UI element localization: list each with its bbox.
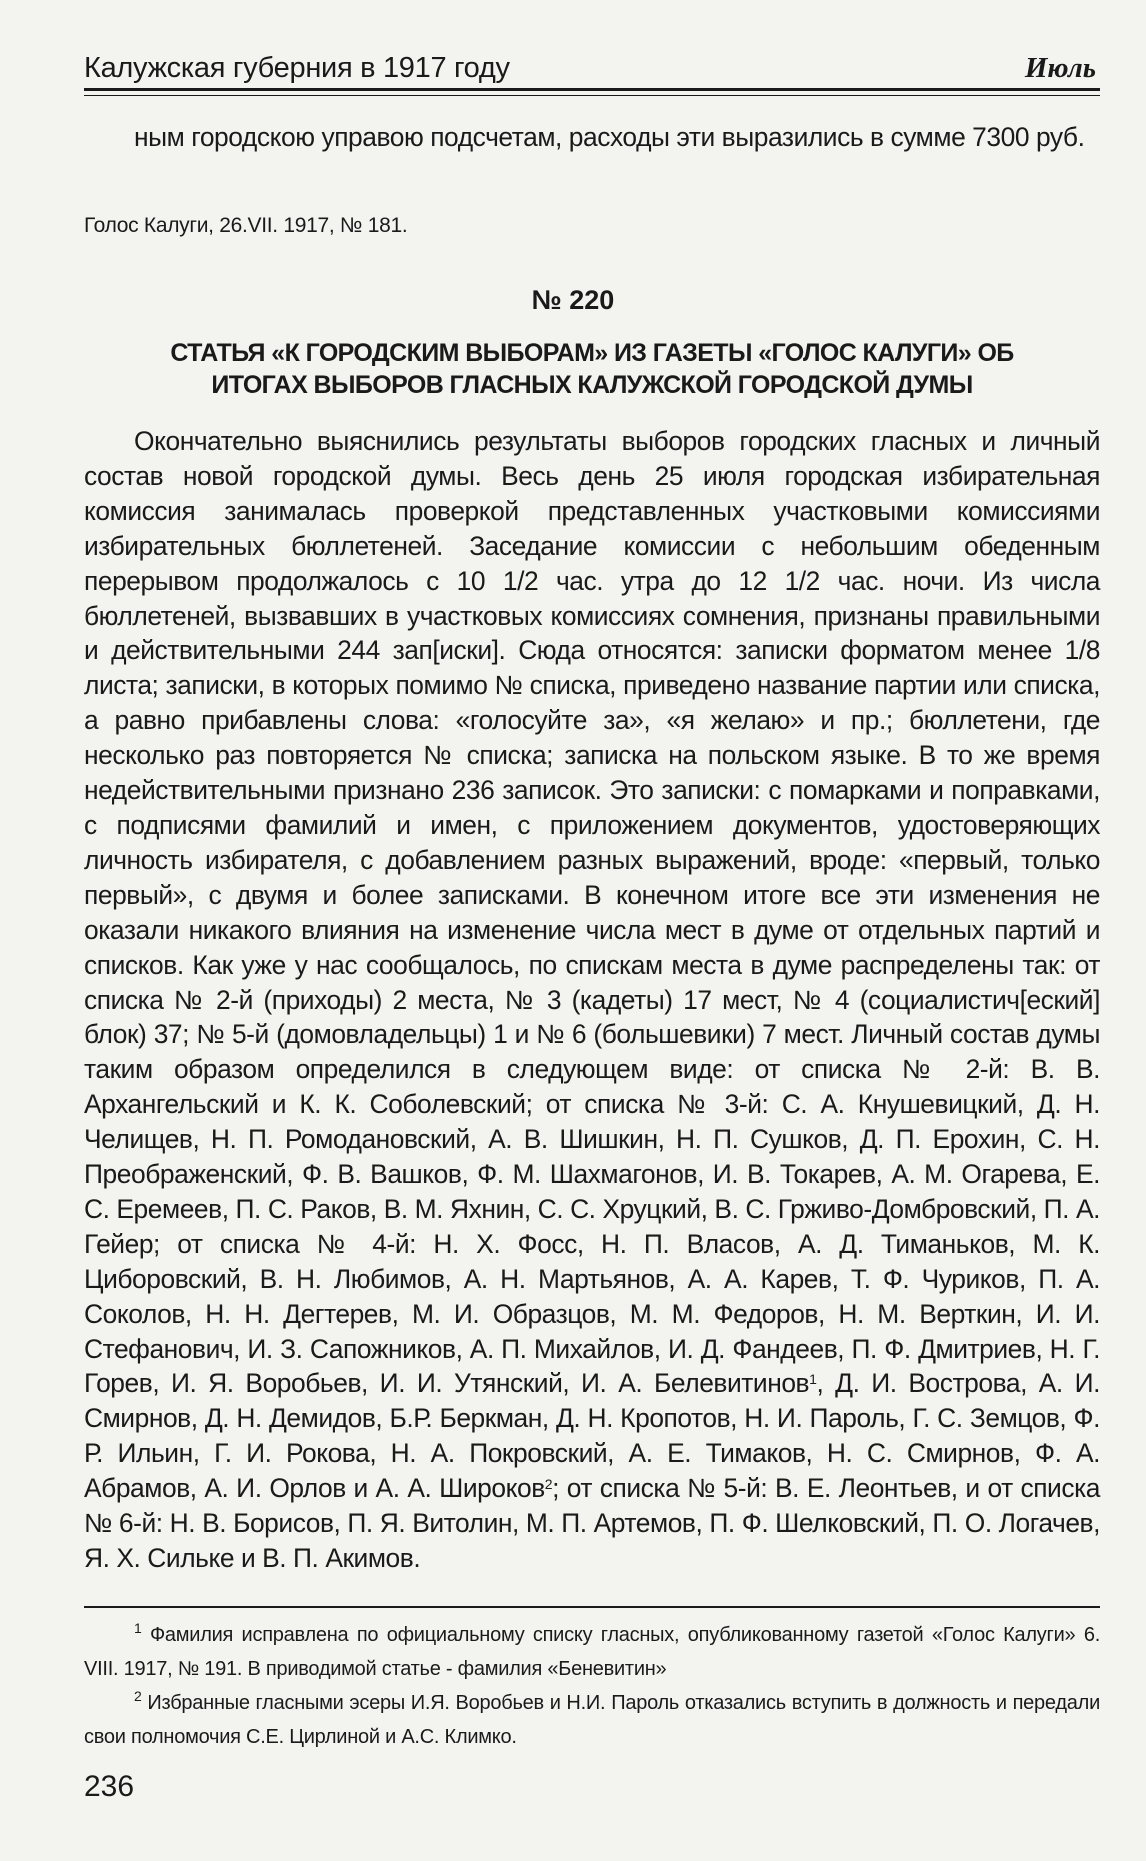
article-paragraph [84, 424, 1100, 1576]
intro-paragraph [84, 120, 1100, 155]
footnote-ref-1[interactable]: 1 [809, 1371, 817, 1388]
footnote-1 [84, 1618, 1100, 1686]
footnote-2 [84, 1686, 1100, 1754]
article-text-part-3: ; от списка № 5-й: В. Е. Леонтьев, и от списка № 6-й: Н. В. Борисов, П. Я. Витолин, М. П. Артемов, П. Ф. Шелковский, П. О. Логачев, Я. Х. Сильке и В. П. Акимов. [84, 1473, 1100, 1573]
header-month: Июль [1024, 52, 1096, 84]
source-citation: Голос Калуги, 26.VII. 1917, № 181. [84, 214, 408, 237]
footnotes [84, 1618, 1100, 1754]
footnote-2-mark: 2 [134, 1688, 142, 1704]
footnote-1-text: Фамилия исправлена по официальному списку гласных, опубликованному газетой «Голос Калуги» 6. VIII. 1917, № 191. В приводимой статье - фамилия «Беневитин» [84, 1624, 1100, 1680]
header-rule [84, 88, 1100, 91]
footnote-divider [84, 1606, 1100, 1608]
document-title-line-2: ИТОГАХ ВЫБОРОВ ГЛАСНЫХ КАЛУЖСКОЙ ГОРОДСКОЙ ДУМЫ [211, 371, 973, 399]
footnote-1-mark: 1 [134, 1620, 142, 1636]
intro-text: ным городскою управою подсчетам, расходы эти выразились в сумме 7300 руб. [134, 122, 1085, 152]
header-title: Калужская губерния в 1917 году [84, 52, 510, 84]
document-number: № 220 [531, 285, 615, 315]
document-title-line-1: СТАТЬЯ «К ГОРОДСКИМ ВЫБОРАМ» ИЗ ГАЗЕТЫ «ГОЛОС КАЛУГИ» ОБ [170, 339, 1014, 367]
footnote-ref-2[interactable]: 2 [544, 1476, 553, 1493]
footnote-2-text: Избранные гласными эсеры И.Я. Воробьев и Н.И. Пароль отказались вступить в должность и передали свои полномочия С.Е. Цирлиной и А.С. Климко. [84, 1692, 1100, 1748]
page-number: 236 [84, 1770, 135, 1803]
document-title [84, 337, 1100, 401]
article-text-part-2: , Д. И. Вострова, А. И. Смирнов, Д. Н. Демидов, Б.Р. Беркман, Д. Н. Кропотов, Н. И. Пароль, Г. С. Земцов, Ф. Р. Ильин, Г. И. Рокова, Н. А. Покровский, А. Е. Тимаков, Н. С. Смирнов, Ф. А. Абрамов, А. И. Орлов и А. А. Широков [84, 1368, 1100, 1504]
article-text-part-1: Окончательно выяснились результаты выборов городских гласных и личный состав новой городской думы. Весь день 25 июля городская избирательная комиссия занималась проверкой представленных участковыми комиссиями избирательных бюллетеней. Заседание комиссии с небольшим обеденным перерывом продолжалось с 10 1/2 час. утра до 12 1/2 час. ночи. Из числа бюллетеней, вызвавших в участковых комиссиях сомнения, признаны правильными и действительными 244 зап[иски]. Сюда относятся: записки форматом менее 1/8 листа; записки, в которых помимо № списка, приведено название партии или списка, а равно прибавлены слова: «голосуйте за», «я желаю» и пр.; бюллетени, где несколько раз повторяется № списка; записка на польском языке. В то же время недействительными признано 236 записок. Это записки: с помарками и поправками, с подписями фамилий и имен, с приложением документов, удостоверяющих личность избирателя, с добавлением разных выражений, вроде: «первый, только первый», с двумя и более записками. В конечном итоге все эти изменения не оказали никакого влияния на изменение числа мест в думе от отдельных партий и списков. Как уже у нас сообщалось, по спискам места в думе распределены так: от списка № 2-й (приходы) 2 места, № 3 (кадеты) 17 мест, № 4 (социалистич[еский] блок) 37; № 5-й (домовладельцы) 1 и № 6 (большевики) 7 мест. Личный состав думы таким образом определился в следующем виде: от списка № 2-й: В. В. Архангельский и К. К. Соболевский; от списка № 3-й: С. А. Кнушевицкий, Д. Н. Челищев, Н. П. Ромодановский, А. В. Шишкин, Н. П. Сушков, Д. П. Ерохин, С. Н. Преображенский, Ф. В. Вашков, Ф. М. Шахмагонов, И. В. Токарев, А. М. Огарева, Е. С. Еремеев, П. С. Раков, В. М. Яхнин, С. С. Хруцкий, В. С. Грживо-Домбровский, П. А. Гейер; от списка № 4-й: Н. Х. Фосс, Н. П. Власов, А. Д. Тиманьков, М. К. Циборовский, В. Н. Любимов, А. Н. Мартьянов, А. А. Карев, Т. Ф. Чуриков, П. А. Соколов, Н. Н. Дегтерев, М. И. Образцов, М. М. Федоров, Н. М. Верткин, И. И. Стефанович, И. З. Сапожников, А. П. Михайлов, И. Д. Фандеев, П. Ф. Дмитриев, Н. Г. Горев, И. Я. Воробьев, И. И. Утянский, И. А. Белевитинов [84, 426, 1100, 1399]
header-rule-thin [84, 95, 1100, 96]
article-body [84, 424, 1100, 1576]
